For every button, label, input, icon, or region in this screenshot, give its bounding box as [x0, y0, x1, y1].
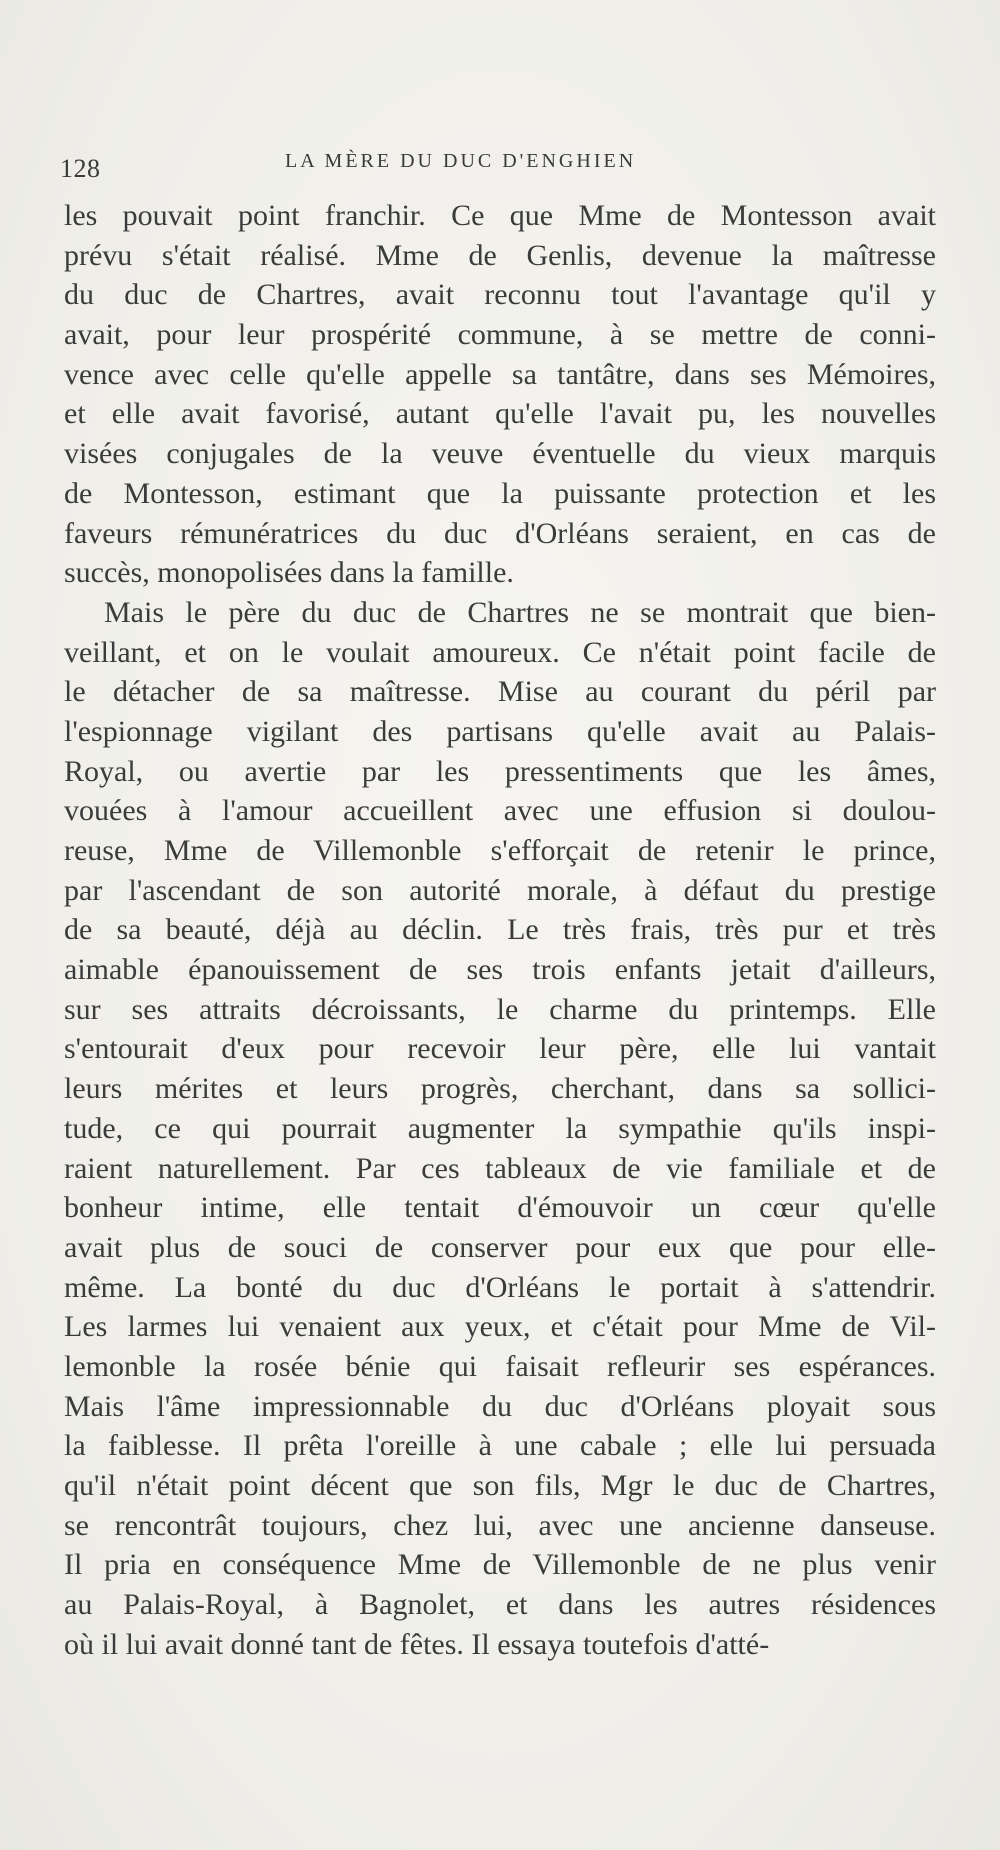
page-number: 128 — [60, 154, 101, 183]
text-line: Les larmes lui venaient aux yeux, et c'était pour Mme de Vil- — [64, 1310, 936, 1344]
text-line: qu'il n'était point décent que son fils, Mgr le duc de Chartres, — [64, 1469, 936, 1502]
text-line: prévu s'était réalisé. Mme de Genlis, devenue la maîtresse — [64, 238, 936, 272]
text-line: visées conjugales de la veuve éventuelle du vieux marquis — [64, 437, 936, 471]
text-line: avait, pour leur prospérité commune, à se mettre de conni- — [64, 318, 936, 352]
text-line: Royal, ou avertie par les pressentiments que les âmes, — [64, 754, 936, 788]
text-line: la faiblesse. Il prêta l'oreille à une cabale ; elle lui persuada — [64, 1429, 936, 1463]
text-line: de sa beauté, déjà au déclin. Le très frais, très pur et très — [64, 913, 936, 947]
text-line: Il pria en conséquence Mme de Villemonble de ne plus venir — [64, 1548, 936, 1582]
text-line: même. La bonté du duc d'Orléans le portait à s'attendrir. — [64, 1270, 936, 1304]
text-line: le détacher de sa maîtresse. Mise au courant du péril par — [64, 675, 936, 709]
text-line: lemonble la rosée bénie qui faisait refleurir ses espérances. — [64, 1349, 936, 1383]
text-line: aimable épanouissement de ses trois enfants jetait d'ailleurs, — [64, 953, 936, 987]
text-line: tude, ce qui pourrait augmenter la sympathie qu'ils inspi- — [64, 1111, 936, 1145]
paragraph — [64, 593, 936, 1665]
text-line: reuse, Mme de Villemonble s'efforçait de retenir le prince, — [64, 834, 936, 867]
text-line: sur ses attraits décroissants, le charme du printemps. Elle — [64, 992, 936, 1026]
paragraph — [64, 196, 936, 593]
text-line: les pouvait point franchir. Ce que Mme de Montesson avait — [64, 199, 936, 232]
text-line: se rencontrât toujours, chez lui, avec une ancienne danseuse. — [64, 1508, 936, 1542]
page-header — [60, 150, 940, 190]
text-line: veillant, et on le voulait amoureux. Ce n'était point facile de — [64, 635, 936, 669]
body-text — [64, 196, 936, 1664]
text-line: du duc de Chartres, avait reconnu tout l'avantage qu'il y — [64, 278, 936, 312]
text-line: vence avec celle qu'elle appelle sa tantâtre, dans ses Mémoires, — [64, 357, 936, 391]
text-line: au Palais-Royal, à Bagnolet, et dans les autres résidences — [64, 1588, 936, 1622]
text-line: où il lui avait donné tant de fêtes. Il essaya toutefois d'atté- — [64, 1627, 770, 1661]
text-line: vouées à l'amour accueillent avec une effusion si doulou- — [64, 794, 936, 828]
text-line: succès, monopolisées dans la famille. — [64, 556, 514, 590]
text-line: l'espionnage vigilant des partisans qu'elle avait au Palais- — [64, 714, 936, 748]
text-line: Mais l'âme impressionnable du duc d'Orléans ployait sous — [64, 1389, 936, 1423]
text-line: bonheur intime, elle tentait d'émouvoir un cœur qu'elle — [64, 1191, 936, 1225]
text-line: faveurs rémunératrices du duc d'Orléans seraient, en cas de — [64, 516, 936, 550]
text-line: Mais le père du duc de Chartres ne se montrait que bien- — [104, 595, 936, 629]
running-head: LA MÈRE DU DUC D'ENGHIEN — [285, 150, 637, 172]
text-line: raient naturellement. Par ces tableaux de vie familiale et de — [64, 1151, 936, 1185]
text-line: leurs mérites et leurs progrès, cherchant, dans sa sollici- — [64, 1072, 936, 1106]
text-line: et elle avait favorisé, autant qu'elle l'avait pu, les nouvelles — [64, 397, 936, 431]
text-line: avait plus de souci de conserver pour eux que pour elle- — [64, 1230, 936, 1264]
text-line: par l'ascendant de son autorité morale, à défaut du prestige — [64, 873, 936, 907]
text-line: s'entourait d'eux pour recevoir leur père, elle lui vantait — [64, 1032, 936, 1066]
text-line: de Montesson, estimant que la puissante protection et les — [64, 476, 936, 510]
